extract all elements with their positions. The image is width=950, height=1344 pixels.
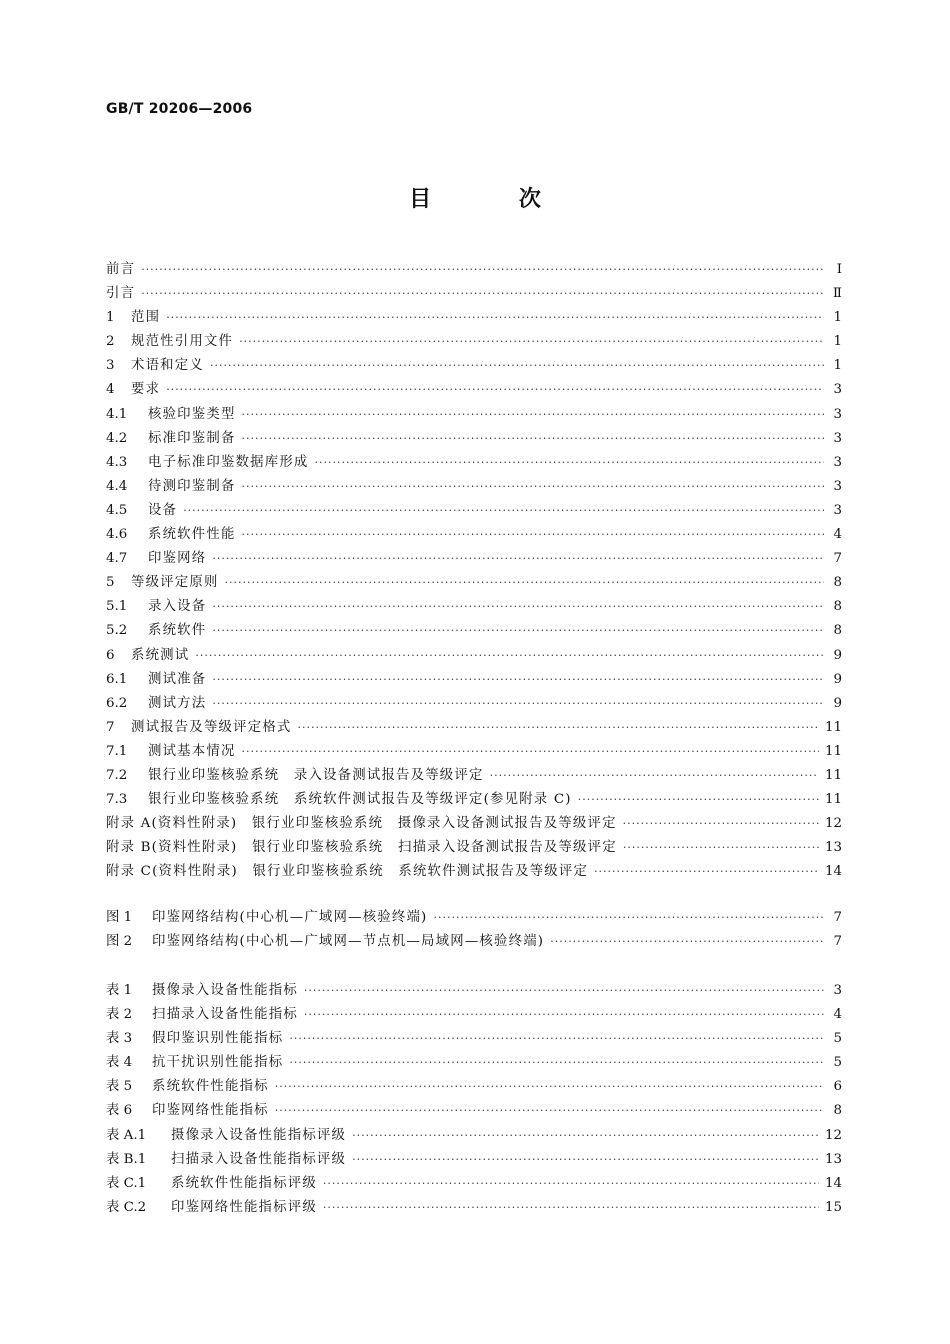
dot-leader [594,860,819,884]
dot-leader [141,282,824,306]
toc-entry-number: 5 [106,575,115,591]
toc-entry[interactable] [106,306,842,330]
dot-leader [578,788,819,812]
toc-entry[interactable] [106,764,842,788]
toc-entry[interactable] [106,812,842,836]
toc-entry-number: 表 1 [106,983,133,998]
toc-entry[interactable] [106,1051,842,1075]
toc-entry-page: 1 [833,334,842,350]
toc-entry[interactable] [106,668,842,692]
toc-entry-number: 4.6 [106,527,128,543]
toc-entry-page: 7 [833,910,842,925]
toc-entry-label: 印鉴网络性能指标 [152,1103,269,1119]
toc-entry[interactable] [106,860,842,884]
toc-entry[interactable] [106,427,842,451]
dot-leader [352,1148,819,1172]
toc-entry-page: 12 [824,816,842,832]
toc-entry-label: 银行业印鉴核验系统 系统软件测试报告及等级评定(参见附录 C) [148,792,572,808]
toc-entry[interactable] [106,619,842,643]
dot-leader [166,378,824,402]
toc-entry[interactable] [106,571,842,595]
dot-leader [195,644,824,668]
toc-entry[interactable] [106,523,842,547]
toc-entry-number: 4.1 [106,406,128,422]
toc-entry-number: 表 A.1 [106,1127,147,1143]
toc-figures-section [106,906,842,954]
toc-entry-page: 1 [833,310,842,326]
toc-entry-page: 9 [833,671,842,687]
toc-entry[interactable] [106,475,842,499]
toc-tables-section [106,979,842,1220]
toc-entry[interactable] [106,282,842,306]
toc-entry-page: 4 [833,527,842,543]
toc-entry-label: 要求 [131,382,161,398]
toc-entry-number: 4.2 [106,430,128,446]
toc-entry-number: 5.2 [106,623,128,639]
toc-entry-label: 假印鉴识别性能指标 [152,1031,284,1047]
toc-entry[interactable] [106,1027,842,1051]
toc-entry-page: 15 [824,1199,842,1215]
toc-entry-number: 7.3 [106,792,128,808]
dot-leader [490,764,819,788]
toc-entry-label: 印鉴网络结构(中心机—广域网—核验终端) [152,910,428,925]
toc-entry-number: 图 1 [106,910,133,925]
toc-entry[interactable] [106,499,842,523]
toc-entry-label: 引言 [106,286,136,302]
toc-entry-page: 5 [833,1055,842,1071]
toc-entry-page: 3 [833,382,842,398]
dot-leader [275,1075,824,1099]
toc-entry-page: 14 [824,1175,842,1191]
toc-entry-number: 表 C.2 [106,1199,147,1215]
dot-leader [289,1027,824,1051]
toc-entry-label: 范围 [131,310,161,326]
toc-entry-page: 3 [833,430,842,446]
toc-entry-label: 印鉴网络性能指标评级 [171,1199,317,1215]
toc-entry-page: 4 [833,1007,842,1023]
toc-entry[interactable] [106,451,842,475]
toc-entry-label: 附录 C(资料性附录) 银行业印鉴核验系统 系统软件测试报告及等级评定 [106,864,589,880]
toc-entry-label: 测试基本情况 [148,743,236,759]
toc-entry-number: 4.4 [106,478,128,494]
dot-leader [304,1003,824,1027]
toc-entry-page: 7 [833,934,842,950]
toc-entry-page: 13 [824,840,842,856]
toc-entry[interactable] [106,330,842,354]
dot-leader [242,740,819,764]
toc-entry-page: 3 [833,454,842,470]
dot-leader [210,354,824,378]
toc-entry-label: 系统软件性能指标评级 [171,1175,317,1191]
toc-entry-label: 扫描录入设备性能指标 [152,1007,298,1023]
toc-entry[interactable] [106,1075,842,1099]
toc-entry-page: Ⅱ [832,286,842,302]
toc-entry-number: 表 C.1 [106,1175,147,1191]
toc-entry-number: 6.2 [106,695,128,711]
toc-entry-label: 等级评定原则 [131,575,219,591]
toc-entry-page: 5 [833,1031,842,1047]
toc-entry[interactable] [106,547,842,571]
toc-entry-number: 表 4 [106,1055,133,1071]
toc-entry[interactable] [106,354,842,378]
toc-entry-label: 前言 [106,262,136,277]
toc-entry-label: 摄像录入设备性能指标评级 [171,1127,347,1143]
dot-leader [323,1172,819,1196]
toc-entry-number: 表 B.1 [106,1151,147,1167]
toc-entry[interactable] [106,1099,842,1123]
dot-leader [183,499,824,523]
toc-entry[interactable] [106,1172,842,1196]
toc-entry-page: 3 [833,406,842,422]
standard-code: GB/T 20206—2006 [106,101,253,117]
toc-entry-number: 6.1 [106,671,128,687]
dot-leader [550,930,824,954]
toc-entry-label: 待测印鉴制备 [148,478,236,494]
toc-entry[interactable] [106,644,842,668]
toc-entry-page: 3 [833,983,842,998]
toc-entry-number: 6 [106,647,115,663]
toc-entry-number: 5.1 [106,599,128,615]
toc-entry-number: 7.2 [106,767,128,783]
toc-entry-page: 12 [824,1127,842,1143]
toc-entry-number: 3 [106,358,115,374]
toc-main-section [106,258,842,884]
toc-entry-label: 附录 A(资料性附录) 银行业印鉴核验系统 摄像录入设备测试报告及等级评定 [106,816,617,832]
toc-entry[interactable] [106,930,842,954]
toc-entry-label: 抗干扰识别性能指标 [152,1055,284,1071]
toc-entry[interactable] [106,1003,842,1027]
toc-entry[interactable] [106,692,842,716]
toc-entry-label: 银行业印鉴核验系统 录入设备测试报告及等级评定 [148,767,484,783]
toc-entry-label: 电子标准印鉴数据库形成 [148,454,309,470]
toc-entry[interactable] [106,836,842,860]
toc-entry[interactable] [106,716,842,740]
toc-entry-page: 8 [833,623,842,639]
dot-leader [212,692,824,716]
dot-leader [212,547,824,571]
toc-entry-label: 测试报告及等级评定格式 [131,719,292,735]
dot-leader [623,836,819,860]
toc-entry-number: 图 2 [106,934,133,950]
dot-leader [242,403,824,427]
toc-entry-page: Ⅰ [836,262,842,277]
toc-entry-page: 3 [833,502,842,518]
toc-entry-number: 表 2 [106,1007,133,1023]
toc-entry[interactable] [106,1148,842,1172]
toc-entry[interactable] [106,1124,842,1148]
dot-leader [166,306,824,330]
dot-leader [242,475,824,499]
dot-leader [212,668,824,692]
toc-entry-label: 系统测试 [131,647,190,663]
dot-leader [298,716,819,740]
toc-entry-page: 9 [833,647,842,663]
toc-entry-label: 录入设备 [148,599,207,615]
toc-entry-label: 附录 B(资料性附录) 银行业印鉴核验系统 扫描录入设备测试报告及等级评定 [106,840,617,856]
toc-entry[interactable] [106,906,842,930]
toc-entry-number: 4.7 [106,551,128,567]
dot-leader [289,1051,824,1075]
toc-entry-label: 测试方法 [148,695,207,711]
toc-entry-label: 扫描录入设备性能指标评级 [171,1151,347,1167]
toc-entry-label: 设备 [148,502,178,518]
dot-leader [242,523,824,547]
toc-entry-number: 表 5 [106,1079,133,1095]
dot-leader [323,1196,819,1220]
dot-leader [212,595,824,619]
toc-entry-page: 8 [833,575,842,591]
dot-leader [242,427,824,451]
toc-entry-number: 4 [106,382,115,398]
toc-entry-label: 系统软件性能指标 [152,1079,269,1095]
dot-leader [315,451,825,475]
toc-entry-page: 14 [824,864,842,880]
dot-leader [212,619,824,643]
toc-entry-page: 8 [833,1103,842,1119]
toc-entry-page: 11 [824,767,842,783]
toc-entry[interactable] [106,595,842,619]
toc-entry-page: 13 [824,1151,842,1167]
dot-leader [239,330,824,354]
toc-entry-label: 核验印鉴类型 [148,406,236,422]
toc-entry-label: 系统软件性能 [148,527,236,543]
toc-entry-number: 2 [106,334,115,350]
toc-entry-page: 11 [824,743,842,759]
toc-entry-page: 3 [833,478,842,494]
toc-entry-number: 7.1 [106,743,128,759]
dot-leader [225,571,824,595]
toc-entry-label: 测试准备 [148,671,207,687]
toc-entry[interactable] [106,403,842,427]
dot-leader [275,1099,824,1123]
toc-entry-label: 摄像录入设备性能指标 [152,983,298,998]
dot-leader [141,258,824,282]
page-title: 目 次 [409,187,581,212]
toc-entry[interactable] [106,258,842,282]
toc-entry-label: 规范性引用文件 [131,334,234,350]
toc-entry-page: 11 [824,719,842,735]
dot-leader [304,979,824,1003]
toc-entry-page: 11 [824,792,842,808]
toc-entry-number: 1 [106,310,115,326]
toc-entry[interactable] [106,1196,842,1220]
toc-entry[interactable] [106,740,842,764]
toc-entry-number: 4.3 [106,454,128,470]
toc-entry-number: 表 3 [106,1031,133,1047]
toc-entry-number: 7 [106,719,115,735]
dot-leader [352,1124,819,1148]
toc-entry[interactable] [106,788,842,812]
toc-entry-page: 6 [833,1079,842,1095]
toc-entry-label: 印鉴网络 [148,551,207,567]
toc-entry[interactable] [106,979,842,1003]
toc-entry[interactable] [106,378,842,402]
dot-leader [623,812,819,836]
toc-entry-label: 印鉴网络结构(中心机—广域网—节点机—局域网—核验终端) [152,934,545,950]
dot-leader [433,906,824,930]
toc-entry-page: 9 [833,695,842,711]
toc-entry-page: 7 [833,551,842,567]
toc-entry-label: 标准印鉴制备 [148,430,236,446]
toc-entry-page: 1 [833,358,842,374]
toc-entry-page: 8 [833,599,842,615]
toc-entry-number: 表 6 [106,1103,133,1119]
toc-entry-label: 术语和定义 [131,358,204,374]
toc-entry-number: 4.5 [106,502,128,518]
toc-entry-label: 系统软件 [148,623,207,639]
